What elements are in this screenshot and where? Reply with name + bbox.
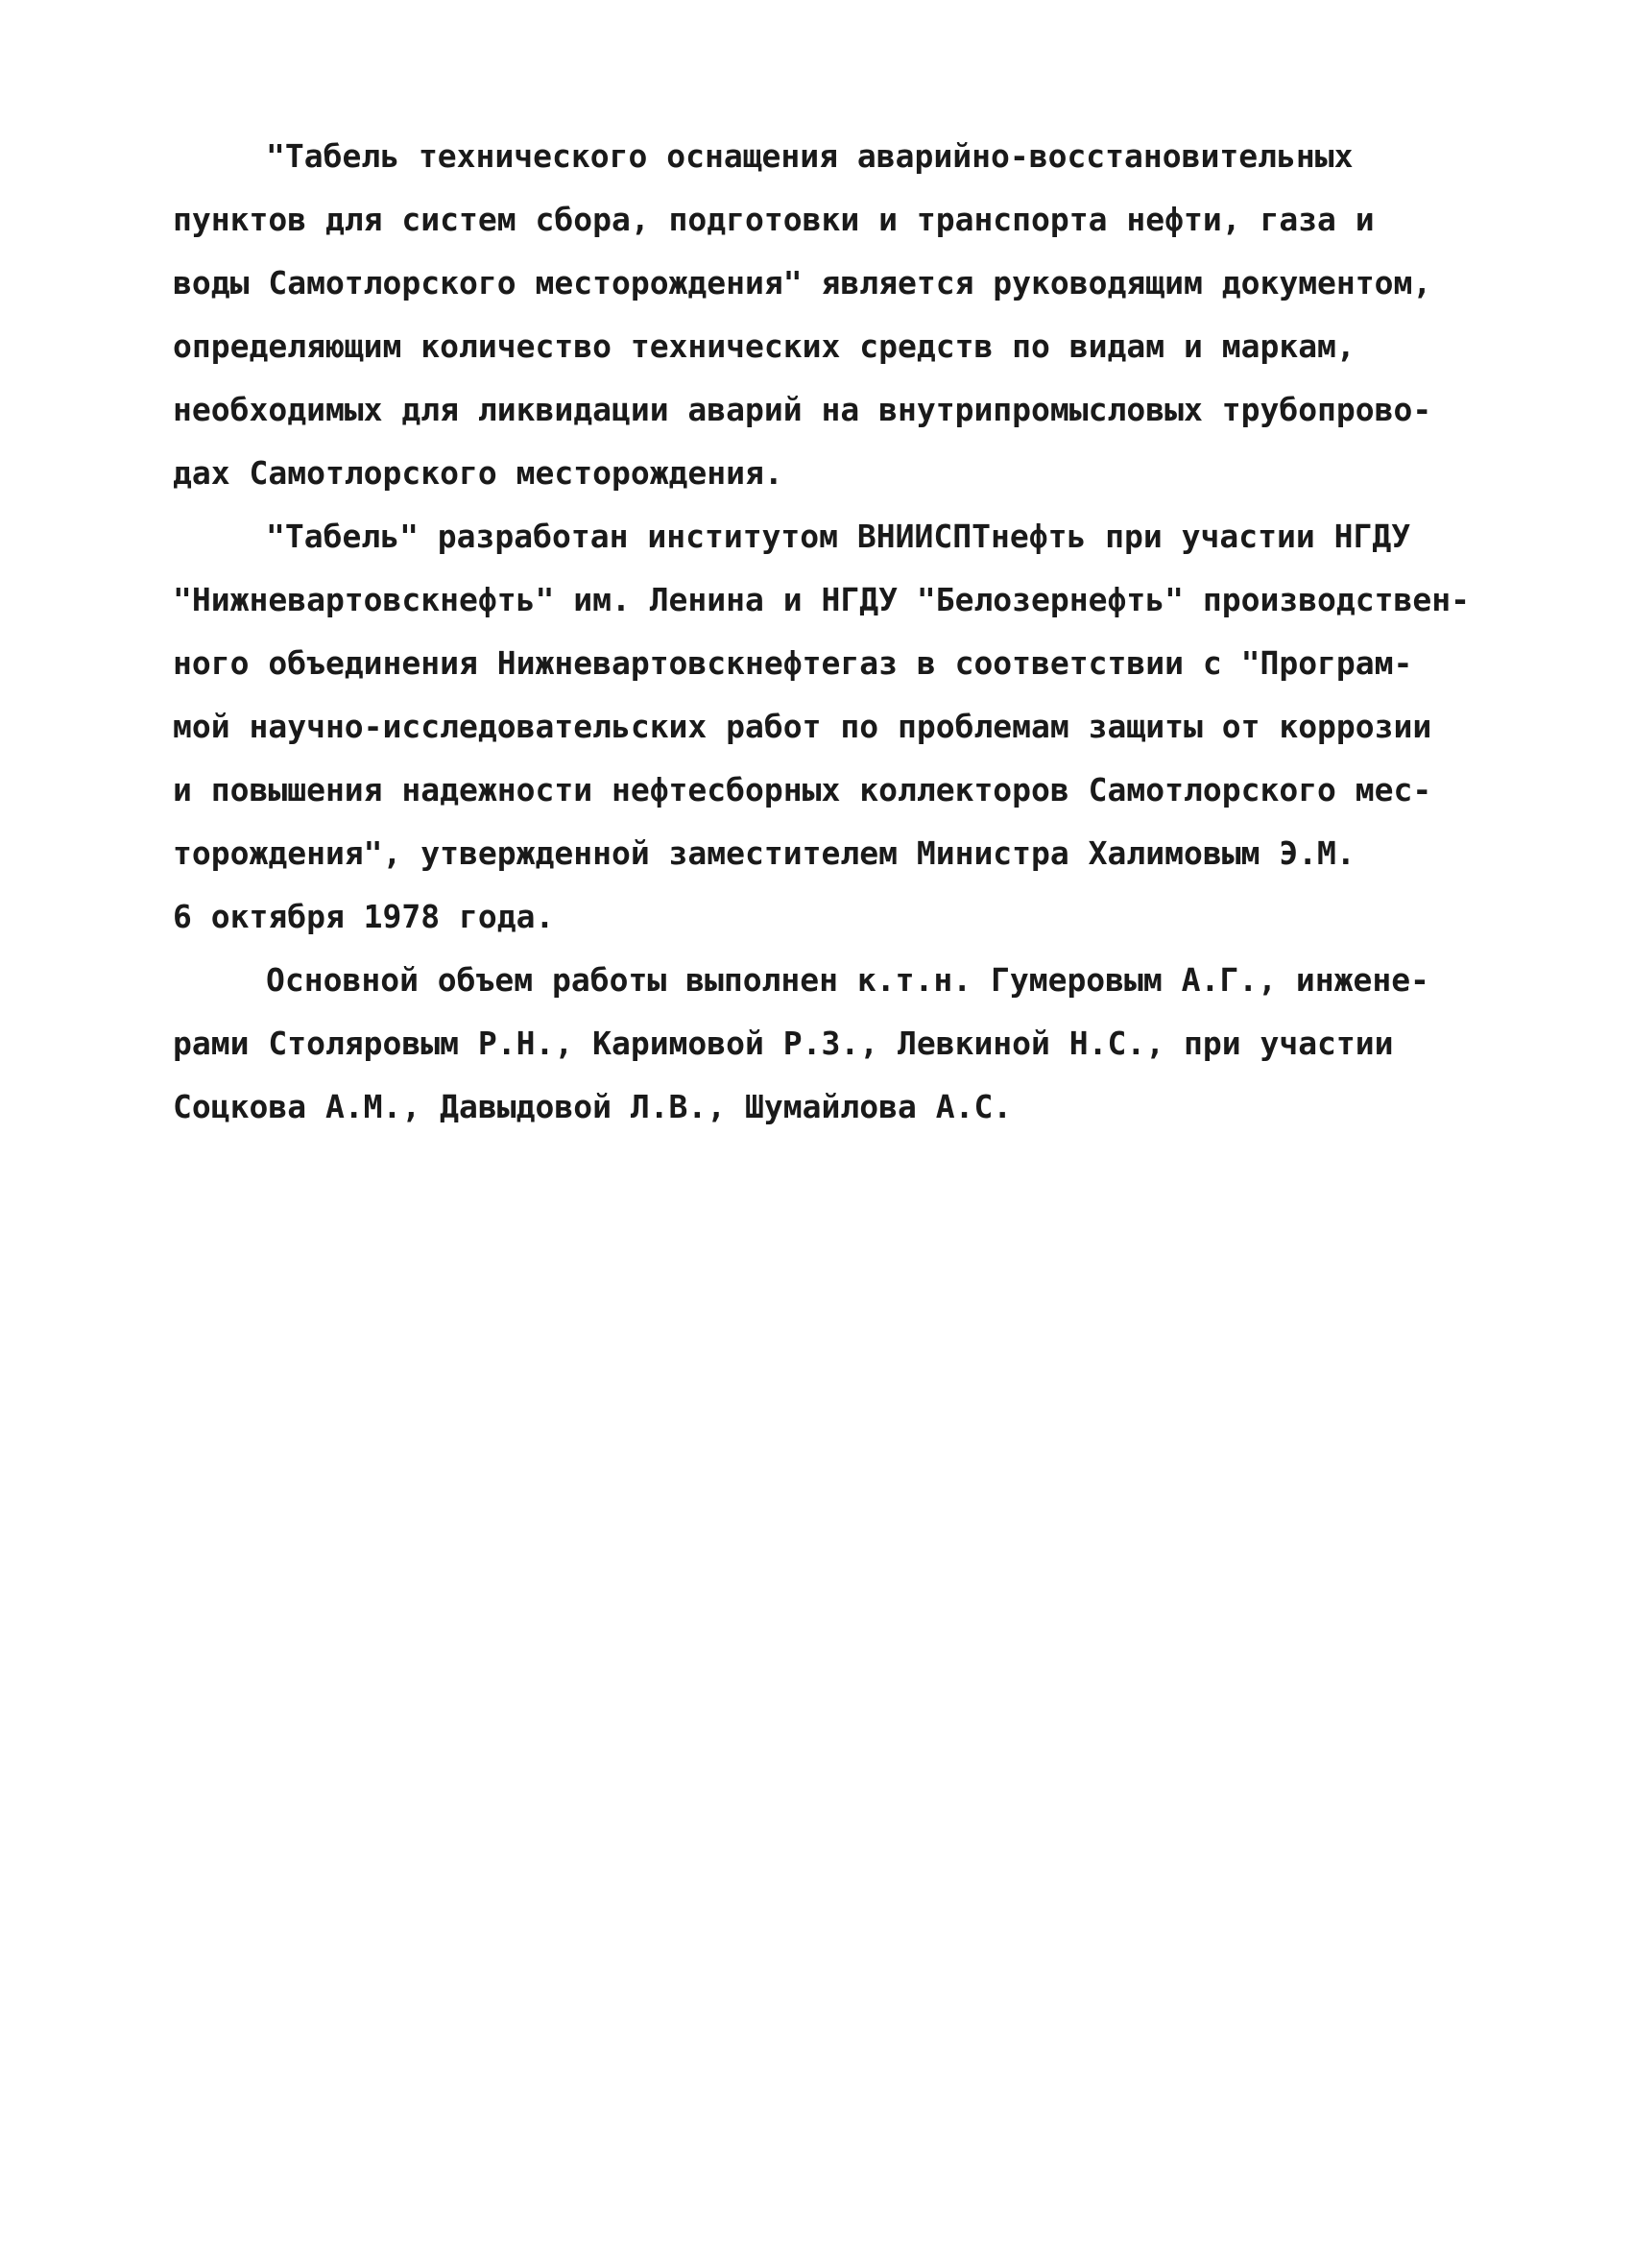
text-line: Основной объем работы выполнен к.т.н. Гумеровым А.Г., инжене- [266,961,1429,999]
text-line: пунктов для систем сбора, подготовки и транспорта нефти, газа и [173,201,1375,238]
text-line: Соцкова А.М., Давыдовой Л.В., Шумайлова А.С. [173,1088,1013,1125]
text-line: определяющим количество технических средств по видам и маркам, [173,327,1356,365]
text-line: мой научно-исследовательских работ по проблемам защиты от коррозии [173,708,1432,745]
text-line: ного объединения Нижневартовскнефтегаз в соответствии с "Програм- [173,644,1413,682]
text-line: "Табель технического оснащения аварийно-восстановительных [266,137,1354,175]
paragraph-authors [173,949,1459,1139]
text-line: 6 октября 1978 года. [173,898,555,935]
text-line: рами Столяровым Р.Н., Каримовой Р.З., Левкиной Н.С., при участии [173,1025,1394,1062]
paragraph-developers [173,505,1471,949]
text-line: воды Самотлорского месторождения" является руководящим документом, [173,264,1432,302]
text-line: необходимых для ликвидации аварий на внутрипромысловых трубопрово- [173,391,1432,428]
text-line: "Нижневартовскнефть" им. Ленина и НГДУ "Белозернефть" производствен- [173,581,1471,618]
document-body [173,125,1471,1139]
text-line: торождения", утвержденной заместителем Министра Халимовым Э.М. [173,834,1356,872]
text-line: и повышения надежности нефтесборных коллекторов Самотлорского мес- [173,771,1432,808]
paragraph-purpose [173,125,1459,505]
text-line: дах Самотлорского месторождения. [173,454,783,492]
text-line: "Табель" разработан институтом ВНИИСПТнефть при участии НГДУ [266,518,1411,555]
